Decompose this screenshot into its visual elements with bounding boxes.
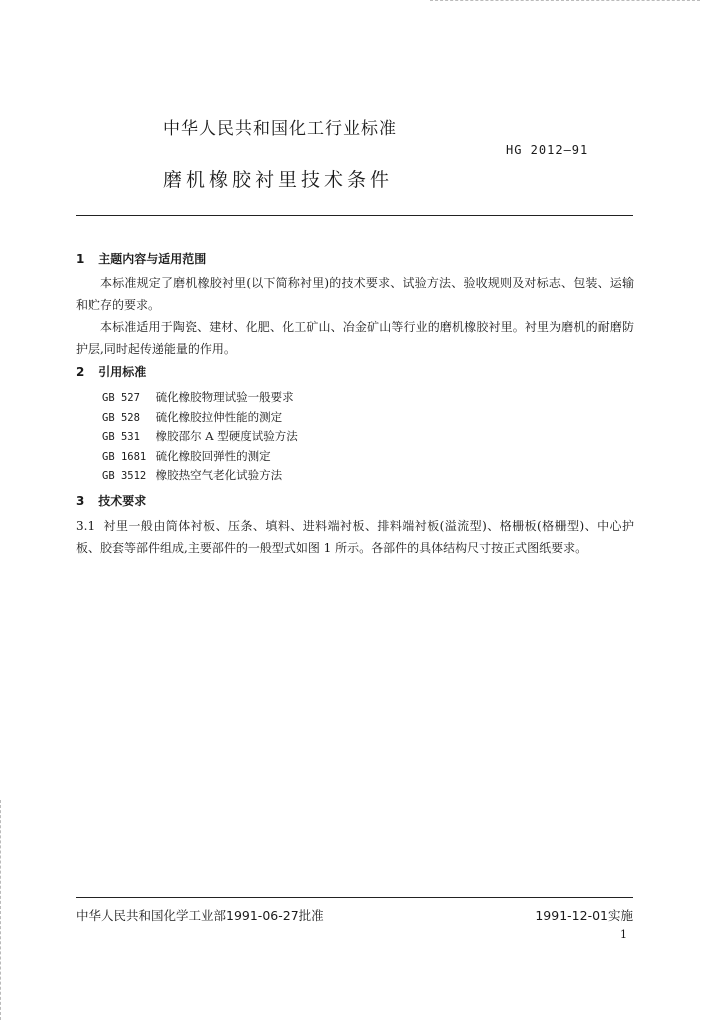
standard-number: GB 1681 (102, 450, 147, 463)
list-item (102, 388, 298, 408)
standard-code: HG 2012—91 (506, 143, 589, 157)
section-title: 技术要求 (98, 494, 147, 508)
list-item (102, 466, 298, 486)
section-1-paragraph-2: 本标准适用于陶瓷、建材、化肥、化工矿山、冶金矿山等行业的磨机橡胶衬里。衬里为磨机的耐磨防护层,同时起传递能量的作用。 (76, 320, 634, 356)
standard-number: GB 531 (102, 431, 140, 443)
scan-edge-mark (0, 800, 3, 1020)
standard-name: 硫化橡胶拉伸性能的测定 (155, 409, 283, 424)
section-number: 1 (76, 252, 85, 266)
section-3-heading (76, 492, 146, 509)
standard-number: GB 528 (102, 411, 140, 424)
section-title: 主题内容与适用范围 (98, 252, 207, 266)
clause-number: 3.1 (76, 519, 96, 533)
page-number: 1 (620, 928, 627, 941)
standard-number: GB 527 (102, 392, 140, 404)
list-item (102, 408, 298, 428)
section-1-heading (76, 250, 206, 267)
standard-name: 橡胶邵尔 A 型硬度试验方法 (155, 429, 298, 443)
approval-statement: 中华人民共和国化学工业部1991-06-27批准 (76, 908, 324, 923)
section-number: 2 (76, 365, 85, 379)
clause-3-1 (76, 515, 634, 559)
section-2-heading (76, 363, 146, 380)
effective-date: 1991-12-01实施 (535, 908, 633, 923)
standard-number: GB 3512 (102, 470, 147, 482)
document-title: 磨机橡胶衬里技术条件 (163, 169, 394, 191)
header-divider (76, 215, 633, 216)
standard-name: 硫化橡胶回弹性的测定 (155, 448, 271, 463)
section-number: 3 (76, 494, 85, 508)
clause-text: 衬里一般由筒体衬板、压条、填料、进料端衬板、排料端衬板(溢流型)、格栅板(格栅型)、中心护板、胶套等部件组成,主要部件的一般型式如图 1 所示。各部件的具体结构尺寸按正式图纸要求。 (76, 519, 634, 555)
referenced-standards-list (102, 388, 298, 486)
footer-divider (76, 897, 633, 898)
standard-name: 硫化橡胶物理试验一般要求 (155, 390, 294, 404)
list-item (102, 427, 298, 447)
standard-name: 橡胶热空气老化试验方法 (155, 468, 283, 482)
list-item (102, 447, 298, 467)
section-1-paragraph-1: 本标准规定了磨机橡胶衬里(以下简称衬里)的技术要求、试验方法、验收规则及对标志、包装、运输和贮存的要求。 (76, 276, 634, 312)
issuing-organization: 中华人民共和国化工行业标准 (163, 119, 397, 139)
scan-edge-mark (430, 0, 700, 4)
section-title: 引用标准 (98, 365, 147, 379)
